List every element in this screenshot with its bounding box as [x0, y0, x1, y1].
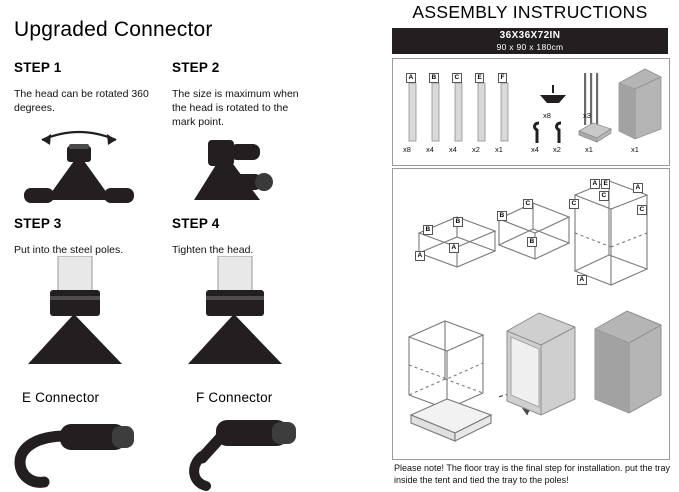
- step-3-illustration: [12, 256, 142, 368]
- step-3-label: STEP 3: [14, 216, 62, 231]
- floor-tray-note: Please note! The floor tray is the final step for installation. put the tray inside the tent and tied the tray to the poles!: [394, 463, 670, 485]
- poles-group: [405, 69, 535, 155]
- frame-tag-a-3: A: [577, 275, 587, 285]
- size-bar: [392, 28, 668, 54]
- hook-qty: x4: [531, 145, 539, 154]
- part-tag-e: E: [475, 73, 484, 83]
- size-centimeters: 90 x 90 x 180cm: [496, 42, 564, 52]
- frame-tag-b-top: B: [453, 217, 463, 227]
- step-2-block: [172, 60, 312, 129]
- part-qty-c: x4: [449, 145, 457, 154]
- frame-tag-top-a: A: [590, 179, 600, 189]
- tray-qty: x1: [585, 145, 593, 154]
- step-2-label: STEP 2: [172, 60, 220, 75]
- assembly-title: ASSEMBLY INSTRUCTIONS: [412, 2, 648, 22]
- size-inches: 36X36X72IN: [499, 30, 561, 41]
- frame-tag-a-2: A: [415, 251, 425, 261]
- e-connector-label: E Connector: [22, 390, 100, 405]
- part-qty-a: x8: [403, 145, 411, 154]
- clip-qty: x2: [553, 145, 561, 154]
- tray-icon: [573, 121, 615, 145]
- frame-tag-c-left: C: [569, 199, 579, 209]
- f-connector-label: F Connector: [196, 390, 273, 405]
- hanger-bar-icon: [535, 83, 571, 109]
- part-tag-b: B: [429, 73, 439, 83]
- part-tag-f: F: [498, 73, 507, 83]
- parts-list-box: [392, 58, 670, 166]
- step-4-block: [172, 216, 312, 257]
- part-tag-c: C: [452, 73, 462, 83]
- frame-tag-b-low: B: [527, 237, 537, 247]
- rope-qty: x3: [583, 111, 591, 120]
- hanger-bar-qty: x8: [543, 111, 551, 120]
- frame-tag-c-mid: C: [523, 199, 533, 209]
- step-4-label: STEP 4: [172, 216, 220, 231]
- frame-tag-top-a2: A: [633, 183, 643, 193]
- assembly-steps-box: [392, 168, 670, 460]
- step-3-block: [14, 216, 154, 257]
- tent-icon: [615, 67, 663, 141]
- frame-tag-c-top: C: [599, 191, 609, 201]
- part-qty-b: x4: [426, 145, 434, 154]
- frame-tag-top-e: E: [601, 179, 610, 189]
- frame-tag-c-right: C: [637, 205, 647, 215]
- frame-tag-a-1: A: [449, 243, 459, 253]
- frame-tag-b-mid: B: [497, 211, 507, 221]
- step-1-illustration: [12, 120, 162, 212]
- e-connector-illustration: [8, 412, 158, 488]
- part-qty-f: x1: [495, 145, 503, 154]
- step-2-illustration: [172, 130, 302, 212]
- f-connector-illustration: [176, 406, 326, 492]
- tent-qty: x1: [631, 145, 639, 154]
- page-title: Upgraded Connector: [14, 18, 213, 41]
- assembly-instructions-panel: [384, 0, 676, 492]
- step-2-description: The size is maximum when the head is rotated to the mark point.: [172, 88, 299, 128]
- step-1-description: The head can be rotated 360 degrees.: [14, 88, 149, 114]
- step-3-description: Put into the steel poles.: [14, 244, 124, 256]
- part-tag-a: A: [406, 73, 416, 83]
- step-4-illustration: [172, 256, 302, 368]
- final-assembly-illustration: [399, 303, 665, 453]
- hook-icon: [531, 121, 547, 145]
- frame-tag-b-left: B: [423, 225, 433, 235]
- step-4-description: Tighten the head.: [172, 244, 254, 256]
- clip-icon: [553, 121, 569, 145]
- step-1-label: STEP 1: [14, 60, 62, 75]
- step-1-block: [14, 60, 154, 115]
- part-qty-e: x2: [472, 145, 480, 154]
